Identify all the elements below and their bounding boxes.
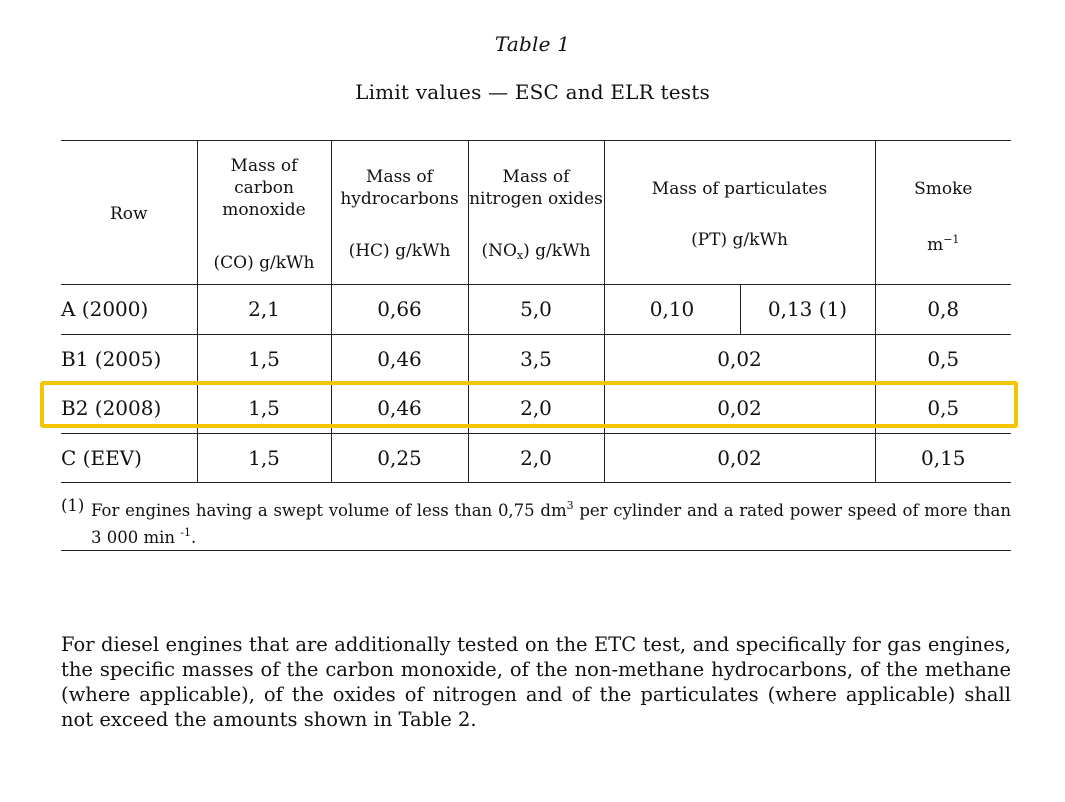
pt-value: 0,02 (604, 334, 875, 384)
row-label: B2 (2008) (61, 384, 197, 434)
row-label: B1 (2005) (61, 334, 197, 384)
pt-value: 0,02 (604, 384, 875, 434)
pt-value: 0,02 (604, 433, 875, 483)
hc-value: 0,46 (331, 334, 468, 384)
header-co: Mass of carbon monoxide (CO) g/kWh (197, 141, 331, 285)
nox-value: 5,0 (468, 285, 604, 335)
footnote-marker: (1) (61, 496, 85, 515)
smoke-value: 0,8 (875, 285, 1011, 335)
row-label: C (EEV) (61, 433, 197, 483)
table-row (61, 334, 1011, 384)
co-value: 1,5 (197, 384, 331, 434)
co-value: 1,5 (197, 433, 331, 483)
header-row: Row (61, 141, 197, 285)
smoke-value: 0,5 (875, 384, 1011, 434)
nox-value: 2,0 (468, 384, 604, 434)
table-footnote (61, 483, 1011, 551)
pt-value-a: 0,10 (604, 285, 740, 335)
hc-value: 0,25 (331, 433, 468, 483)
header-nox: Mass of nitrogen oxides $(NO_x)$ g/kWh (468, 141, 604, 285)
pt-value-b-number: 0,13 (767, 297, 813, 322)
header-pt: Mass of particulates (PT) g/kWh (604, 141, 875, 285)
nox-value: 3,5 (468, 334, 604, 384)
hc-value: 0,46 (331, 384, 468, 434)
header-smoke: Smoke $m^{-1}$ (875, 141, 1011, 285)
body-paragraph: For diesel engines that are additionally tested on the ETC test, and specifically for gas engines, the specific masses of the carbon monoxide, of the non-methane hydrocarbons, of the methane (where applicable), of the oxides of nitrogen and of the particulates (where applicable) shall not exceed the amounts shown in Table 2. (61, 633, 1011, 731)
header-hc: Mass of hydrocarbons (HC) g/kWh (331, 141, 468, 285)
row-label: A (2000) (61, 285, 197, 335)
footnote-text: For engines having a swept volume of less than 0,75 $dm^3$ per cylinder and a rated power speed of more than 3 000 min $^{-1}$. (91, 499, 1011, 547)
smoke-value: 0,15 (875, 433, 1011, 483)
nox-value: 2,0 (468, 433, 604, 483)
table-title: Limit values — ESC and ELR tests (355, 80, 710, 104)
table-caption: Table 1 (494, 32, 571, 56)
table-row (61, 433, 1011, 483)
pt-value-b (740, 285, 875, 335)
co-value: 2,1 (197, 285, 331, 335)
co-value: 1,5 (197, 334, 331, 384)
table-row-highlighted (61, 384, 1011, 434)
hc-value: 0,66 (331, 285, 468, 335)
table-row (61, 285, 1011, 335)
limit-values-table (61, 140, 1011, 483)
smoke-value: 0,5 (875, 334, 1011, 384)
footnote-ref: (1) (818, 297, 848, 322)
